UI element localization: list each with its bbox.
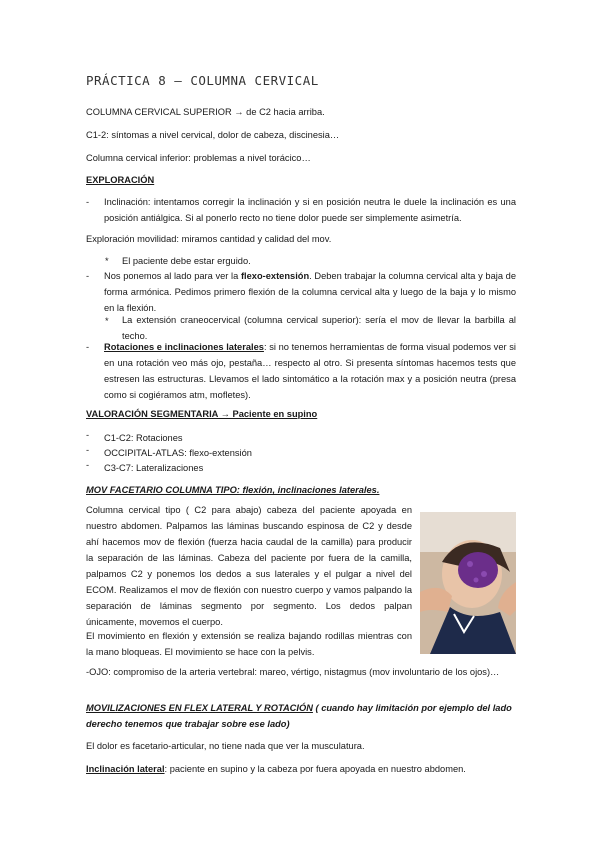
facetario-heading-bold: MOV FACETARIO COLUMNA TIPO: bbox=[86, 485, 240, 495]
movilizaciones-inclinacion bbox=[86, 761, 466, 777]
item2-pre: Nos ponemos al lado para ver la bbox=[104, 271, 241, 281]
valoracion-item: C3-C7: Lateralizaciones bbox=[104, 463, 204, 473]
clinical-photo-illustration bbox=[420, 512, 516, 654]
bullet-dash: - bbox=[86, 430, 90, 440]
exploracion-sub-erguido: El paciente debe estar erguido. bbox=[122, 256, 251, 266]
movilizaciones-heading-bold: MOVILIZACIONES EN FLEX LATERAL Y ROTACIÓN bbox=[86, 703, 313, 713]
exploracion-sub-extension: La extensión craneocervical (columna cervical superior): sería el mov de llevar la barbilla al techo. bbox=[122, 315, 516, 341]
facetario-heading bbox=[86, 482, 379, 498]
bullet-dash: - bbox=[86, 460, 90, 470]
inclinacion-bold: Inclinación lateral bbox=[86, 764, 165, 774]
movilizaciones-heading bbox=[86, 700, 516, 732]
exploracion-heading: EXPLORACIÓN bbox=[86, 175, 155, 185]
bullet-asterisk: * bbox=[105, 316, 109, 326]
exploracion-item-rotaciones bbox=[104, 339, 516, 403]
bullet-asterisk: * bbox=[105, 256, 109, 266]
inclinacion-rest: : paciente en supino y la cabeza por fuera apoyada en nuestro abdomen. bbox=[164, 764, 466, 774]
exploracion-movilidad: Exploración movilidad: miramos cantidad y calidad del mov. bbox=[86, 234, 332, 244]
page-title: PRÁCTICA 8 – COLUMNA CERVICAL bbox=[86, 73, 319, 88]
item3-bold: Rotaciones e inclinaciones laterales bbox=[104, 342, 264, 352]
movilizaciones-dolor: El dolor es facetario-articular, no tiene nada que ver la musculatura. bbox=[86, 741, 365, 751]
facetario-heading-rest: flexión, inclinaciones laterales. bbox=[239, 485, 380, 495]
facetario-ojo: -OJO: compromiso de la arteria vertebral: mareo, vértigo, nistagmus (mov involuntario de los ojos)… bbox=[86, 667, 500, 677]
intro-line-1: COLUMNA CERVICAL SUPERIOR → de C2 hacia arriba. bbox=[86, 107, 325, 117]
clinical-photo bbox=[420, 512, 516, 654]
bullet-dash: - bbox=[86, 445, 90, 455]
exploracion-item-flexo bbox=[104, 268, 516, 316]
facetario-paragraph-1: Columna cervical tipo ( C2 para abajo) cabeza del paciente apoyada en nuestro abdomen. Palpamos las láminas buscando espinosa de C2 y desde ahí hacemos mov de flexión (fuerza hacia caudal de la camilla) para producir la separación de las láminas. Cabeza del paciente por fuera de la camilla, palpamos C2 y ponemos los dedos a sus laterales y el pulgar a nivel del ECOM. Realizamos el mov de flexión con nuestro cuerpo y vamos palpando la separación de láminas segmento por segmento. Los dedos palpan únicamente, movemos el cuerpo. bbox=[86, 505, 412, 627]
item2-post: . Deben trabajar la columna cervical alta y baja de forma armónica. Pedimos primero flexión de la columna cervical alta y luego de la baja y lo mismo en la flexión. bbox=[104, 271, 516, 313]
item3-post: : si no tenemos herramientas de forma visual podemos ver si en una rotación veo más ojo, pestaña… respecto al otro. Si presenta síntomas hacemos tests que estresen las estructuras. Llevamos el lado sintomático a la rotación max y a posición neutra (presa como si cogiéramos atm, mofletes). bbox=[104, 342, 516, 400]
movilizaciones-heading-rest: ( cuando hay limitación por ejemplo del lado derecho tenemos que trabajar sobre ese lado) bbox=[86, 703, 512, 729]
intro-line-2: C1-2: síntomas a nivel cervical, dolor de cabeza, discinesia… bbox=[86, 130, 340, 140]
bullet-dash: - bbox=[86, 342, 90, 352]
exploracion-item-inclinacion: Inclinación: intentamos corregir la inclinación y si en posición neutra le duele la inclinación es una posición antiálgica. Si al ponerlo recto no tiene dolor puede ser simplemente asimetría. bbox=[104, 197, 516, 223]
item2-bold: flexo-extensión bbox=[240, 271, 310, 281]
bullet-dash: - bbox=[86, 271, 90, 281]
valoracion-item: OCCIPITAL-ATLAS: flexo-extensión bbox=[104, 448, 252, 458]
valoracion-item: C1-C2: Rotaciones bbox=[104, 433, 183, 443]
intro-line-3: Columna cervical inferior: problemas a nivel torácico… bbox=[86, 153, 311, 163]
bullet-dash: - bbox=[86, 197, 90, 207]
facetario-paragraph-2: El movimiento en flexión y extensión se realiza bajando rodillas mientras con la mano bloqueas. El movimiento se hace con la pelvis. bbox=[86, 631, 412, 657]
valoracion-heading: VALORACIÓN SEGMENTARIA → Paciente en supino bbox=[86, 409, 318, 419]
